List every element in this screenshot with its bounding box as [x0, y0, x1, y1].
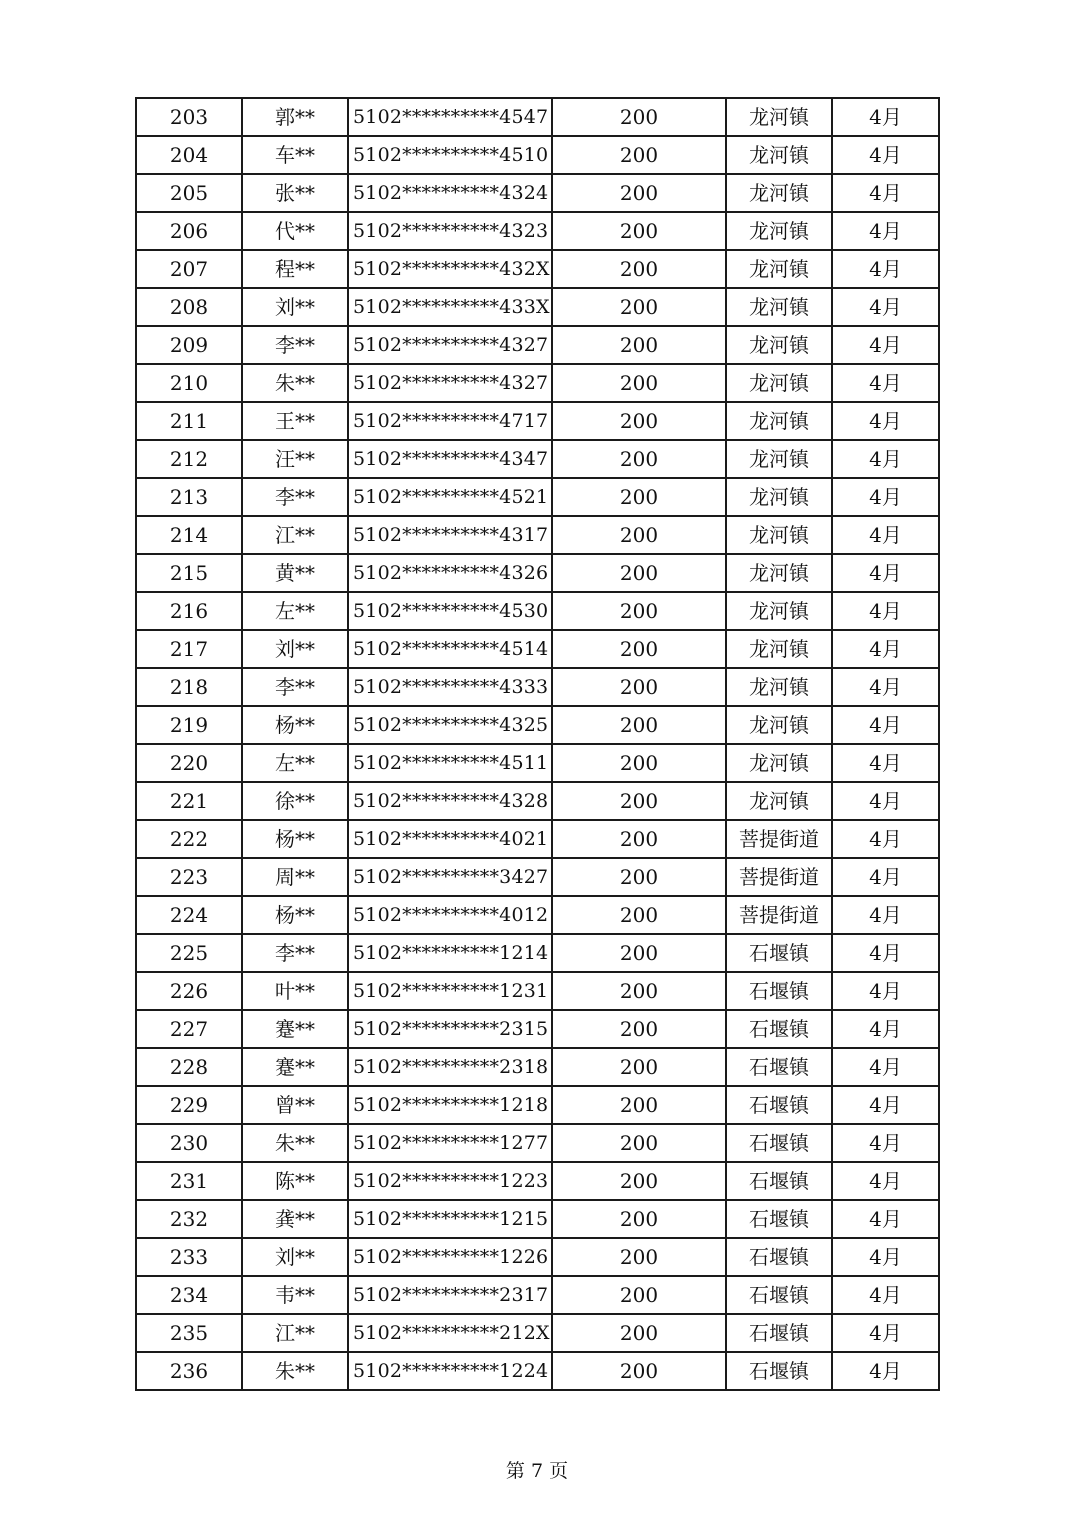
town-cell: 龙河镇: [726, 212, 832, 250]
name-cell: 杨**: [242, 896, 348, 934]
serial-number-cell: 217: [136, 630, 242, 668]
table-row: [136, 1200, 939, 1238]
serial-number-cell: 203: [136, 98, 242, 136]
month-cell: 4月: [832, 212, 939, 250]
serial-number-cell: 235: [136, 1314, 242, 1352]
serial-number-cell: 229: [136, 1086, 242, 1124]
amount-cell: 200: [552, 440, 726, 478]
month-cell: 4月: [832, 934, 939, 972]
month-cell: 4月: [832, 668, 939, 706]
amount-cell: 200: [552, 668, 726, 706]
name-cell: 龚**: [242, 1200, 348, 1238]
name-cell: 郭**: [242, 98, 348, 136]
amount-cell: 200: [552, 744, 726, 782]
id-number-cell: 5102**********4530: [348, 592, 552, 630]
name-cell: 王**: [242, 402, 348, 440]
table-row: [136, 1162, 939, 1200]
amount-cell: 200: [552, 554, 726, 592]
month-cell: 4月: [832, 896, 939, 934]
town-cell: 龙河镇: [726, 630, 832, 668]
amount-cell: 200: [552, 1086, 726, 1124]
month-cell: 4月: [832, 516, 939, 554]
id-number-cell: 5102**********2318: [348, 1048, 552, 1086]
table-row: [136, 402, 939, 440]
name-cell: 刘**: [242, 288, 348, 326]
id-number-cell: 5102**********1214: [348, 934, 552, 972]
amount-cell: 200: [552, 1276, 726, 1314]
name-cell: 周**: [242, 858, 348, 896]
town-cell: 菩提街道: [726, 820, 832, 858]
name-cell: 汪**: [242, 440, 348, 478]
table-row: [136, 858, 939, 896]
table-row: [136, 896, 939, 934]
serial-number-cell: 222: [136, 820, 242, 858]
id-number-cell: 5102**********4333: [348, 668, 552, 706]
town-cell: 龙河镇: [726, 554, 832, 592]
town-cell: 石堰镇: [726, 1314, 832, 1352]
town-cell: 石堰镇: [726, 1276, 832, 1314]
name-cell: 左**: [242, 592, 348, 630]
name-cell: 张**: [242, 174, 348, 212]
town-cell: 石堰镇: [726, 1086, 832, 1124]
month-cell: 4月: [832, 1200, 939, 1238]
table-row: [136, 516, 939, 554]
amount-cell: 200: [552, 934, 726, 972]
month-cell: 4月: [832, 1162, 939, 1200]
amount-cell: 200: [552, 896, 726, 934]
town-cell: 龙河镇: [726, 326, 832, 364]
town-cell: 龙河镇: [726, 364, 832, 402]
table-row: [136, 668, 939, 706]
town-cell: 石堰镇: [726, 972, 832, 1010]
serial-number-cell: 214: [136, 516, 242, 554]
serial-number-cell: 211: [136, 402, 242, 440]
table-row: [136, 1124, 939, 1162]
table-row: [136, 1352, 939, 1390]
amount-cell: 200: [552, 858, 726, 896]
amount-cell: 200: [552, 174, 726, 212]
table-row: [136, 1314, 939, 1352]
amount-cell: 200: [552, 1010, 726, 1048]
table-row: [136, 972, 939, 1010]
table-row: [136, 364, 939, 402]
month-cell: 4月: [832, 402, 939, 440]
serial-number-cell: 226: [136, 972, 242, 1010]
name-cell: 刘**: [242, 1238, 348, 1276]
id-number-cell: 5102**********4521: [348, 478, 552, 516]
id-number-cell: 5102**********4327: [348, 326, 552, 364]
town-cell: 龙河镇: [726, 98, 832, 136]
table-row: [136, 1010, 939, 1048]
table-row: [136, 98, 939, 136]
name-cell: 车**: [242, 136, 348, 174]
amount-cell: 200: [552, 820, 726, 858]
table-row: [136, 554, 939, 592]
id-number-cell: 5102**********212X: [348, 1314, 552, 1352]
name-cell: 韦**: [242, 1276, 348, 1314]
table-row: [136, 326, 939, 364]
month-cell: 4月: [832, 364, 939, 402]
town-cell: 石堰镇: [726, 934, 832, 972]
month-cell: 4月: [832, 250, 939, 288]
month-cell: 4月: [832, 440, 939, 478]
name-cell: 刘**: [242, 630, 348, 668]
serial-number-cell: 234: [136, 1276, 242, 1314]
roster-table: [135, 97, 940, 1391]
name-cell: 陈**: [242, 1162, 348, 1200]
town-cell: 龙河镇: [726, 782, 832, 820]
month-cell: 4月: [832, 1276, 939, 1314]
id-number-cell: 5102**********4021: [348, 820, 552, 858]
id-number-cell: 5102**********4324: [348, 174, 552, 212]
amount-cell: 200: [552, 1048, 726, 1086]
table-row: [136, 592, 939, 630]
serial-number-cell: 215: [136, 554, 242, 592]
month-cell: 4月: [832, 1086, 939, 1124]
name-cell: 李**: [242, 326, 348, 364]
month-cell: 4月: [832, 174, 939, 212]
month-cell: 4月: [832, 744, 939, 782]
month-cell: 4月: [832, 1238, 939, 1276]
amount-cell: 200: [552, 250, 726, 288]
serial-number-cell: 206: [136, 212, 242, 250]
amount-cell: 200: [552, 630, 726, 668]
amount-cell: 200: [552, 1238, 726, 1276]
id-number-cell: 5102**********4328: [348, 782, 552, 820]
serial-number-cell: 224: [136, 896, 242, 934]
table-row: [136, 212, 939, 250]
id-number-cell: 5102**********4327: [348, 364, 552, 402]
name-cell: 蹇**: [242, 1048, 348, 1086]
month-cell: 4月: [832, 1048, 939, 1086]
id-number-cell: 5102**********4012: [348, 896, 552, 934]
table-row: [136, 440, 939, 478]
month-cell: 4月: [832, 972, 939, 1010]
name-cell: 左**: [242, 744, 348, 782]
month-cell: 4月: [832, 858, 939, 896]
month-cell: 4月: [832, 478, 939, 516]
id-number-cell: 5102**********1226: [348, 1238, 552, 1276]
town-cell: 石堰镇: [726, 1200, 832, 1238]
id-number-cell: 5102**********2317: [348, 1276, 552, 1314]
serial-number-cell: 218: [136, 668, 242, 706]
town-cell: 石堰镇: [726, 1162, 832, 1200]
serial-number-cell: 212: [136, 440, 242, 478]
month-cell: 4月: [832, 592, 939, 630]
name-cell: 李**: [242, 934, 348, 972]
serial-number-cell: 233: [136, 1238, 242, 1276]
id-number-cell: 5102**********1231: [348, 972, 552, 1010]
serial-number-cell: 208: [136, 288, 242, 326]
name-cell: 江**: [242, 1314, 348, 1352]
table-row: [136, 934, 939, 972]
table-row: [136, 744, 939, 782]
town-cell: 石堰镇: [726, 1238, 832, 1276]
amount-cell: 200: [552, 212, 726, 250]
name-cell: 杨**: [242, 820, 348, 858]
name-cell: 朱**: [242, 1352, 348, 1390]
name-cell: 代**: [242, 212, 348, 250]
amount-cell: 200: [552, 402, 726, 440]
serial-number-cell: 231: [136, 1162, 242, 1200]
month-cell: 4月: [832, 706, 939, 744]
id-number-cell: 5102**********4547: [348, 98, 552, 136]
name-cell: 李**: [242, 478, 348, 516]
month-cell: 4月: [832, 1314, 939, 1352]
name-cell: 杨**: [242, 706, 348, 744]
id-number-cell: 5102**********4510: [348, 136, 552, 174]
amount-cell: 200: [552, 706, 726, 744]
table-row: [136, 174, 939, 212]
amount-cell: 200: [552, 1352, 726, 1390]
serial-number-cell: 205: [136, 174, 242, 212]
amount-cell: 200: [552, 1162, 726, 1200]
id-number-cell: 5102**********1224: [348, 1352, 552, 1390]
id-number-cell: 5102**********4317: [348, 516, 552, 554]
table-row: [136, 136, 939, 174]
serial-number-cell: 207: [136, 250, 242, 288]
serial-number-cell: 219: [136, 706, 242, 744]
table-row: [136, 706, 939, 744]
name-cell: 朱**: [242, 1124, 348, 1162]
name-cell: 朱**: [242, 364, 348, 402]
id-number-cell: 5102**********4325: [348, 706, 552, 744]
town-cell: 龙河镇: [726, 478, 832, 516]
amount-cell: 200: [552, 98, 726, 136]
serial-number-cell: 236: [136, 1352, 242, 1390]
serial-number-cell: 230: [136, 1124, 242, 1162]
month-cell: 4月: [832, 554, 939, 592]
table-row: [136, 820, 939, 858]
serial-number-cell: 220: [136, 744, 242, 782]
amount-cell: 200: [552, 364, 726, 402]
id-number-cell: 5102**********2315: [348, 1010, 552, 1048]
id-number-cell: 5102**********4511: [348, 744, 552, 782]
serial-number-cell: 227: [136, 1010, 242, 1048]
amount-cell: 200: [552, 592, 726, 630]
table-row: [136, 288, 939, 326]
table-row: [136, 478, 939, 516]
name-cell: 江**: [242, 516, 348, 554]
town-cell: 龙河镇: [726, 288, 832, 326]
month-cell: 4月: [832, 630, 939, 668]
serial-number-cell: 221: [136, 782, 242, 820]
month-cell: 4月: [832, 288, 939, 326]
serial-number-cell: 216: [136, 592, 242, 630]
town-cell: 龙河镇: [726, 136, 832, 174]
amount-cell: 200: [552, 516, 726, 554]
table-row: [136, 1048, 939, 1086]
serial-number-cell: 210: [136, 364, 242, 402]
town-cell: 龙河镇: [726, 706, 832, 744]
name-cell: 黄**: [242, 554, 348, 592]
page-number: 第 7 页: [505, 1460, 569, 1482]
name-cell: 叶**: [242, 972, 348, 1010]
table-row: [136, 630, 939, 668]
amount-cell: 200: [552, 288, 726, 326]
serial-number-cell: 204: [136, 136, 242, 174]
id-number-cell: 5102**********3427: [348, 858, 552, 896]
town-cell: 石堰镇: [726, 1352, 832, 1390]
amount-cell: 200: [552, 136, 726, 174]
town-cell: 石堰镇: [726, 1010, 832, 1048]
town-cell: 菩提街道: [726, 858, 832, 896]
amount-cell: 200: [552, 972, 726, 1010]
town-cell: 龙河镇: [726, 440, 832, 478]
id-number-cell: 5102**********433X: [348, 288, 552, 326]
town-cell: 龙河镇: [726, 668, 832, 706]
month-cell: 4月: [832, 820, 939, 858]
serial-number-cell: 223: [136, 858, 242, 896]
name-cell: 徐**: [242, 782, 348, 820]
roster-table-body: [136, 98, 939, 1390]
town-cell: 龙河镇: [726, 174, 832, 212]
table-row: [136, 250, 939, 288]
id-number-cell: 5102**********4326: [348, 554, 552, 592]
amount-cell: 200: [552, 782, 726, 820]
table-row: [136, 1086, 939, 1124]
serial-number-cell: 225: [136, 934, 242, 972]
id-number-cell: 5102**********4717: [348, 402, 552, 440]
amount-cell: 200: [552, 1200, 726, 1238]
name-cell: 程**: [242, 250, 348, 288]
serial-number-cell: 232: [136, 1200, 242, 1238]
month-cell: 4月: [832, 1352, 939, 1390]
serial-number-cell: 209: [136, 326, 242, 364]
id-number-cell: 5102**********1277: [348, 1124, 552, 1162]
name-cell: 李**: [242, 668, 348, 706]
id-number-cell: 5102**********4514: [348, 630, 552, 668]
table-row: [136, 1238, 939, 1276]
town-cell: 菩提街道: [726, 896, 832, 934]
id-number-cell: 5102**********4323: [348, 212, 552, 250]
month-cell: 4月: [832, 1010, 939, 1048]
month-cell: 4月: [832, 1124, 939, 1162]
town-cell: 龙河镇: [726, 592, 832, 630]
id-number-cell: 5102**********432X: [348, 250, 552, 288]
id-number-cell: 5102**********1218: [348, 1086, 552, 1124]
serial-number-cell: 228: [136, 1048, 242, 1086]
month-cell: 4月: [832, 782, 939, 820]
amount-cell: 200: [552, 1314, 726, 1352]
town-cell: 龙河镇: [726, 402, 832, 440]
id-number-cell: 5102**********1215: [348, 1200, 552, 1238]
name-cell: 蹇**: [242, 1010, 348, 1048]
table-row: [136, 782, 939, 820]
serial-number-cell: 213: [136, 478, 242, 516]
amount-cell: 200: [552, 478, 726, 516]
month-cell: 4月: [832, 98, 939, 136]
town-cell: 龙河镇: [726, 250, 832, 288]
month-cell: 4月: [832, 326, 939, 364]
table-row: [136, 1276, 939, 1314]
amount-cell: 200: [552, 326, 726, 364]
amount-cell: 200: [552, 1124, 726, 1162]
town-cell: 石堰镇: [726, 1048, 832, 1086]
town-cell: 龙河镇: [726, 744, 832, 782]
town-cell: 龙河镇: [726, 516, 832, 554]
id-number-cell: 5102**********1223: [348, 1162, 552, 1200]
id-number-cell: 5102**********4347: [348, 440, 552, 478]
town-cell: 石堰镇: [726, 1124, 832, 1162]
month-cell: 4月: [832, 136, 939, 174]
name-cell: 曾**: [242, 1086, 348, 1124]
